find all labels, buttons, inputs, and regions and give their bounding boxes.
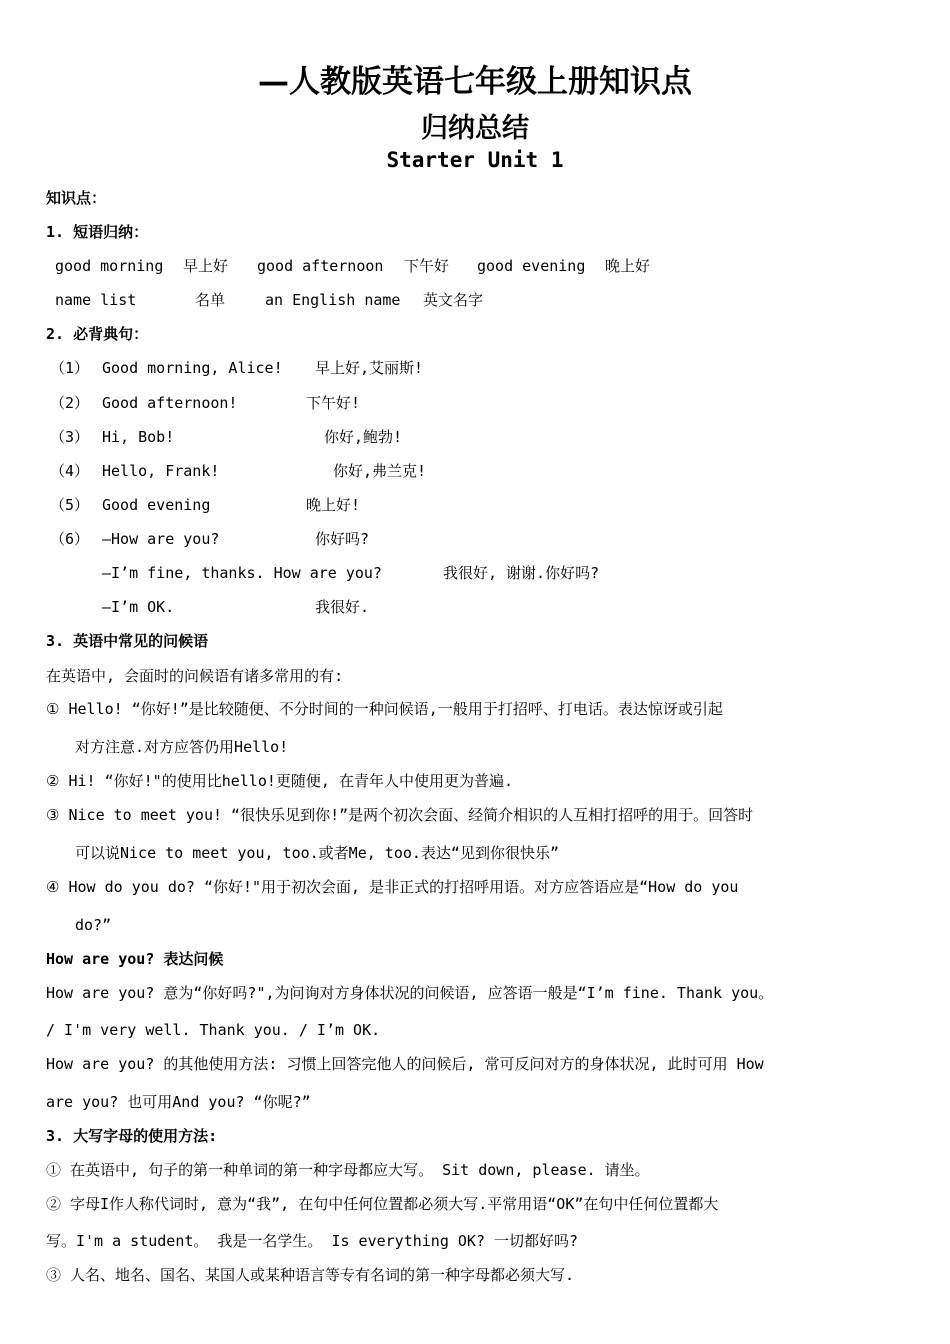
sentence-zh: 下午好! [306,394,361,412]
greeting-item: ② Hi! “你好!"的使用比hello!更随便, 在青年人中使用更为普遍. [46,772,513,790]
phrase-zh: 早上好 [183,257,229,275]
capitals-item: ③ 人名、地名、国名、某国人或某种语言等专有名词的第一种字母都必须大写. [46,1266,575,1284]
sentence-num: （3） [50,428,90,446]
sentence-en: Good evening [102,496,211,514]
sentence-zh: 我很好. [315,598,370,616]
phrase-zh: 名单 [195,291,226,309]
phrase-zh: 英文名字 [423,291,484,309]
sentence-zh: 晚上好! [306,496,361,514]
doc-subtitle: 归纳总结 [421,113,529,144]
phrase-zh: 下午好 [404,257,450,275]
paragraph-cont: are you? 也可用And you? “你呢?” [46,1093,311,1111]
greeting-item: ③ Nice to meet you! “很快乐见到你!”是两个初次会面、经简介相识的人互相打招呼的用于。回答时 [46,806,754,824]
greeting-item-cont: do?” [75,916,112,934]
capitals-heading: 3. 大写字母的使用方法: [46,1127,218,1145]
capitals-item-cont: 写。I'm a student。 我是一名学生。 Is everything OK? 一切都好吗? [46,1232,579,1250]
sentence-zh: 我很好, 谢谢.你好吗? [443,564,600,582]
sentence-num: （4） [50,462,90,480]
paragraph-cont: / I'm very well. Thank you. / I’m OK. [46,1021,381,1039]
sentence-zh: 你好,鲍勃! [324,428,403,446]
phrase-en: an English name [265,291,401,309]
greeting-item: ① Hello! “你好!”是比较随便、不分时间的一种问候语,一般用于打招呼、打电话。表达惊讶或引起 [46,700,723,718]
greeting-item-cont: 对方注意.对方应答仍用Hello! [75,738,289,756]
sentence-en: —How are you? [102,530,220,548]
sentence-en: —I’m OK. [102,598,175,616]
sentence-zh: 你好吗? [315,530,370,548]
knowledge-heading: 知识点： [46,189,107,207]
phrase-en: good morning [55,257,164,275]
sentence-zh: 早上好,艾丽斯! [315,359,424,377]
phrases-heading: 1. 短语归纳： [46,223,149,241]
sentence-en: Good afternoon! [102,394,238,412]
phrase-en: good evening [477,257,586,275]
greetings-heading: 3. 英语中常见的问候语 [46,632,209,650]
greeting-item-cont: 可以说Nice to meet you, too.或者Me, too.表达“见到你很快乐” [75,844,559,862]
phrase-zh: 晚上好 [605,257,651,275]
sentence-en: Hi, Bob! [102,428,175,446]
sentences-heading: 2. 必背典句： [46,325,149,343]
capitals-item: ② 字母I作人称代词时, 意为“我”, 在句中任何位置都必须大写.平常用语“OK”在句中任何位置都大 [46,1195,719,1213]
paragraph: How are you? 意为“你好吗?",为问询对方身体状况的问候语, 应答语一般是“I’m fine. Thank you。 [46,984,774,1002]
sentence-num: （1） [50,359,90,377]
unit-title: Starter Unit 1 [386,148,564,172]
paragraph: How are you? 的其他使用方法: 习惯上回答完他人的问候后, 常可反问对方的身体状况, 此时可用 How [46,1055,764,1073]
sentence-zh: 你好,弗兰克! [333,462,427,480]
phrase-en: name list [55,291,137,309]
sentence-en: Good morning, Alice! [102,359,283,377]
greetings-intro: 在英语中, 会面时的问候语有诸多常用的有: [46,667,344,685]
how-are-you-heading: How are you? 表达问候 [46,950,224,968]
greeting-item: ④ How do you do? “你好!"用于初次会面, 是非正式的打招呼用语。对方应答语应是“How do you [46,878,739,896]
sentence-num: （2） [50,394,90,412]
phrase-en: good afternoon [257,257,384,275]
doc-title: —人教版英语七年级上册知识点 [258,64,692,100]
sentence-en: Hello, Frank! [102,462,220,480]
sentence-en: —I’m fine, thanks. How are you? [102,564,382,582]
sentence-num: （5） [50,496,90,514]
capitals-item: ① 在英语中, 句子的第一种单词的第一种字母都应大写。 Sit down, please. 请坐。 [46,1161,650,1179]
sentence-num: （6） [50,530,90,548]
